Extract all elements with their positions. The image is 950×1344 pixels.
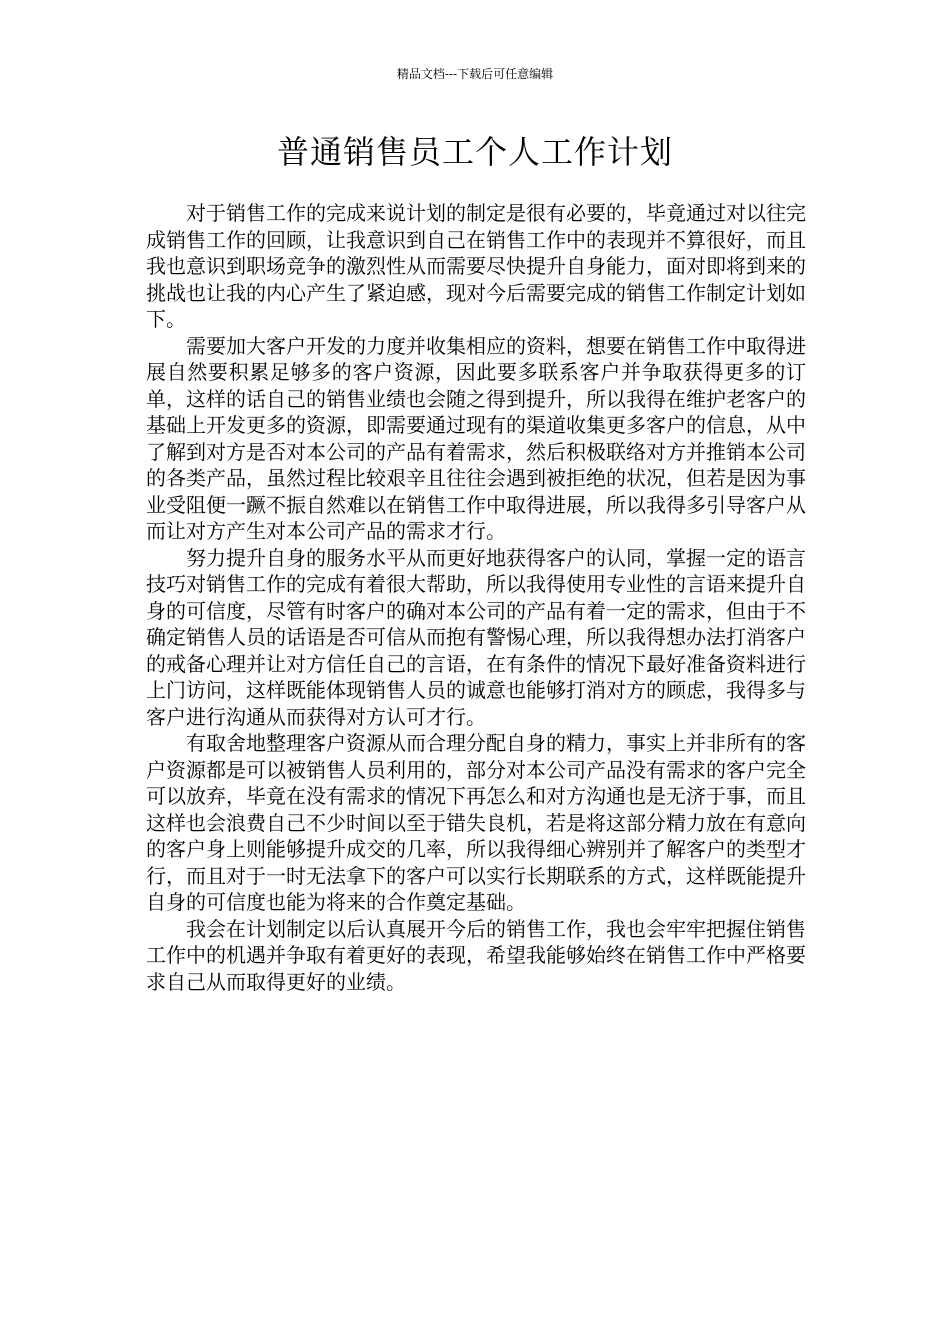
document-title: 普通销售员工个人工作计划: [276, 133, 673, 171]
paragraph: 对于销售工作的完成来说计划的制定是很有必要的，毕竟通过对以往完成销售工作的回顾，让我意识到自己在销售工作中的表现并不算很好，而且我也意识到职场竞争的激烈性从而需要尽快提升自身能力，面对即将到来的挑战也让我的内心产生了紧迫感，现对今后需要完成的销售工作制定计划如下。: [146, 201, 806, 331]
paragraph: 需要加大客户开发的力度并收集相应的资料，想要在销售工作中取得进展自然要积累足够多的客户资源，因此要多联系客户并争取获得更多的订单，这样的话自己的销售业绩也会随之得到提升，所以我得在维护老客户的基础上开发更多的资源，即需要通过现有的渠道收集更多客户的信息，从中了解到对方是否对本公司的产品有着需求，然后积极联络对方并推销本公司的各类产品，虽然过程比较艰辛且往往会遇到被拒绝的状况，但若是因为事业受阻便一蹶不振自然难以在销售工作中取得进展，所以我得多引导客户从而让对方产生对本公司产品的需求才行。: [146, 333, 806, 543]
paragraph: 努力提升自身的服务水平从而更好地获得客户的认同，掌握一定的语言技巧对销售工作的完成有着很大帮助，所以我得使用专业性的言语来提升自身的可信度，尽管有时客户的确对本公司的产品有着一定的需求，但由于不确定销售人员的话语是否可信从而抱有警惕心理，所以我得想办法打消客户的戒备心理并让对方信任自己的言语，在有条件的情况下最好准备资料进行上门访问，这样既能体现销售人员的诚意也能够打消对方的顾虑，我得多与客户进行沟通从而获得对方认可才行。: [146, 545, 806, 729]
paragraph: 有取舍地整理客户资源从而合理分配自身的精力，事实上并非所有的客户资源都是可以被销售人员利用的，部分对本公司产品没有需求的客户完全可以放弃，毕竟在没有需求的情况下再怎么和对方沟通也是无济于事，而且这样也会浪费自己不少时间以至于错失良机，若是将这部分精力放在有意向的客户身上则能够提升成交的几率，所以我得细心辨别并了解客户的类型才行，而且对于一时无法拿下的客户可以实行长期联系的方式，这样既能提升自身的可信度也能为将来的合作奠定基础。: [146, 731, 806, 914]
page-header: 精品文档---下载后可任意编辑: [396, 67, 554, 81]
document-body: [146, 200, 806, 995]
paragraph: 我会在计划制定以后认真展开今后的销售工作，我也会牢牢把握住销售工作中的机遇并争取有着更好的表现，希望我能够始终在销售工作中严格要求自己从而取得更好的业绩。: [146, 916, 806, 994]
